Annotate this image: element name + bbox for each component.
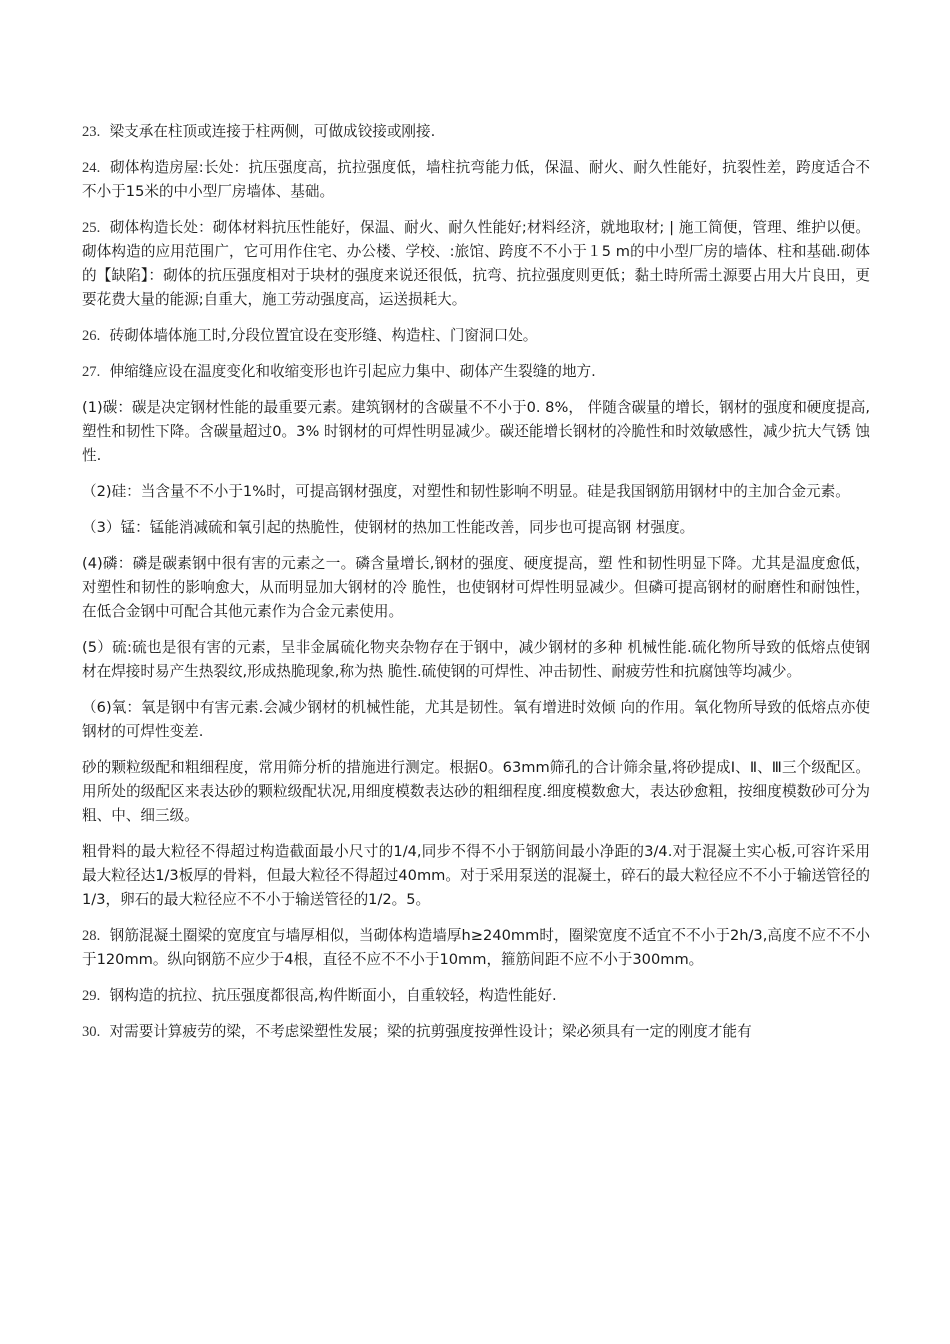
- paragraph-24: [82, 156, 870, 204]
- paragraph-sulfur: [82, 636, 870, 684]
- paragraph-oxygen: [82, 696, 870, 744]
- paragraph-carbon: [82, 396, 870, 468]
- paragraph-coarse-aggregate: [82, 840, 870, 912]
- paragraph-number: 24.: [82, 160, 101, 176]
- paragraph-text: （2)硅：当含量不不小于1%时，可提高钢材强度，对塑性和韧性影响不明显。硅是我国钢筋用钢材中的主加合金元素。: [82, 483, 850, 500]
- paragraph-text: 砌体构造长处：砌体材料抗压性能好，保温、耐火、耐久性能好;材料经济，就地取材; | 施工简便，管理、维护以便。砌体构造的应用范围广，它可用作住宅、办公楼、学校、:旅馆、跨度不不小于１5 m的中小型厂房的墙体、柱和基础.砌体的【缺陷】：砌体的抗压强度相对于块材的强度来说还很低，抗弯、抗拉强度则更低；黏土時所需土源要占用大片良田，更要花费大量的能源;自重大，施工劳动强度高，运送损耗大。: [82, 219, 870, 308]
- paragraph-text: （6)氧：氧是钢中有害元素.会减少钢材的机械性能，尤其是韧性。氧有增进时效倾 向的作用。氧化物所导致的低熔点亦使钢材的可焊性变差.: [82, 699, 870, 740]
- paragraph-text: 砂的颗粒级配和粗细程度，常用筛分析的措施进行测定。根据0。63mm筛孔的合计筛余量,将砂提成Ⅰ、Ⅱ、Ⅲ三个级配区。用所处的级配区来表达砂的颗粒级配状况,用细度模数表达砂的粗细程度.细度模数愈大，表达砂愈粗，按细度模数砂可分为粗、中、细三级。: [82, 759, 870, 824]
- paragraph-25: [82, 216, 870, 312]
- paragraph-number: 25.: [82, 220, 101, 236]
- paragraph-text: 粗骨料的最大粒径不得超过构造截面最小尺寸的1/4,同步不得不小于钢筋间最小净距的3/4.对于混凝土实心板,可容许采用最大粒径达1/3板厚的骨料，但最大粒径不得超过40mm。对于采用泵送的混凝土，碎石的最大粒径应不不小于输送管径的1/3，卵石的最大粒径应不不小于输送管径的1/2。5。: [82, 843, 870, 908]
- paragraph-text: 砖砌体墙体施工时,分段位置宜设在变形缝、构造柱、门窗洞口处。: [109, 327, 538, 344]
- paragraph-29: [82, 984, 870, 1008]
- paragraph-text: 对需要计算疲劳的梁，不考虑梁塑性发展；梁的抗剪强度按弹性设计；梁必须具有一定的刚度才能有: [109, 1023, 752, 1040]
- paragraph-phosphorus: [82, 552, 870, 624]
- paragraph-text: 伸缩缝应设在温度变化和收缩变形也许引起应力集中、砌体产生裂缝的地方.: [109, 363, 596, 380]
- paragraph-28: [82, 924, 870, 972]
- paragraph-30: [82, 1020, 870, 1044]
- paragraph-23: [82, 120, 870, 144]
- paragraph-text: （3）锰：锰能消减硫和氧引起的热脆性，使钢材的热加工性能改善，同步也可提高钢 材强度。: [82, 519, 695, 536]
- paragraph-27: [82, 360, 870, 384]
- paragraph-sand-grading: [82, 756, 870, 828]
- paragraph-text: 钢筋混凝土圈梁的宽度宜与墙厚相似，当砌体构造墙厚h≥240mm时，圈梁宽度不适宜不不小于2h/3,高度不应不不小于120mm。纵向钢筋不应少于4根，直径不应不不小于10mm，箍筋间距不应不小于300mm。: [82, 927, 870, 968]
- paragraph-silicon: [82, 480, 870, 504]
- paragraph-text: 砌体构造房屋:长处：抗压强度高，抗拉强度低，墙柱抗弯能力低，保温、耐火、耐久性能好，抗裂性差，跨度适合不不小于15米的中小型厂房墙体、基础。: [82, 159, 870, 200]
- paragraph-text: (5）硫:硫也是很有害的元素，呈非金属硫化物夹杂物存在于钢中，减少钢材的多种 机械性能.硫化物所导致的低熔点使钢材在焊接时易产生热裂纹,形成热脆现象,称为热 脆性.硫使钢的可焊性、冲击韧性、耐疲劳性和抗腐蚀等均减少。: [82, 639, 870, 680]
- paragraph-manganese: [82, 516, 870, 540]
- paragraph-text: (4)磷：磷是碳素钢中很有害的元素之一。磷含量增长,钢材的强度、硬度提高，塑 性和韧性明显下降。尤其是温度愈低，对塑性和韧性的影响愈大，从而明显加大钢材的冷 脆性，也使钢材可焊性明显减少。但磷可提高钢材的耐磨性和耐蚀性，在低合金钢中可配合其他元素作为合金元素使用。: [82, 555, 870, 620]
- document-body: [82, 120, 870, 1056]
- paragraph-number: 26.: [82, 328, 101, 344]
- paragraph-number: 23.: [82, 124, 101, 140]
- paragraph-number: 30.: [82, 1024, 101, 1040]
- paragraph-text: (1)碳：碳是决定钢材性能的最重要元素。建筑钢材的含碳量不不小于0. 8%， 伴随含碳量的增长，钢材的强度和硬度提高,塑性和韧性下降。含碳量超过0。3% 时钢材的可焊性明显减少。碳还能增长钢材的冷脆性和时效敏感性，减少抗大气锈 蚀性.: [82, 399, 870, 464]
- paragraph-text: 梁支承在柱顶或连接于柱两侧，可做成铰接或刚接.: [109, 123, 436, 140]
- paragraph-number: 29.: [82, 988, 101, 1004]
- paragraph-number: 28.: [82, 928, 101, 944]
- paragraph-text: 钢构造的抗拉、抗压强度都很高,构件断面小，自重较轻，构造性能好.: [109, 987, 557, 1004]
- paragraph-26: [82, 324, 870, 348]
- paragraph-number: 27.: [82, 364, 101, 380]
